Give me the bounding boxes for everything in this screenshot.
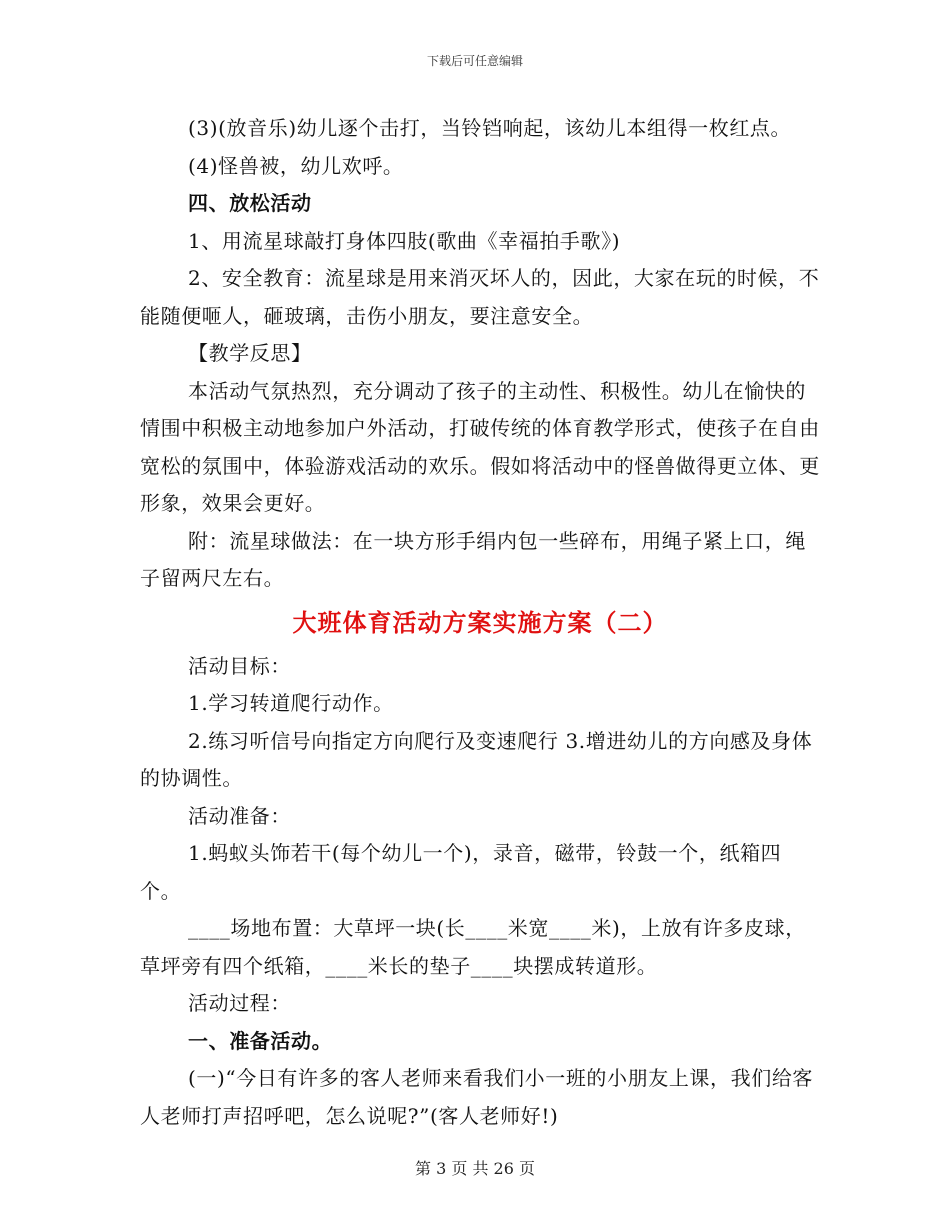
paragraph: 本活动气氛热烈，充分调动了孩子的主动性、积极性。幼儿在愉快的情围中积极主动地参加户外活动，打破传统的体育教学形式，使孩子在自由宽松的氛围中，体验游戏活动的欢乐。假如将活动中的怪兽做得更立体、更形象，效果会更好。	[140, 378, 820, 515]
paragraph: ____场地布置：大草坪一块(长____米宽____米)，上放有许多皮球，草坪旁有四个纸箱，____米长的垫子____块摆成转道形。	[140, 916, 806, 978]
page-footer: 第 3 页 共 26 页	[415, 1159, 535, 1178]
paragraph: (3)(放音乐)幼儿逐个击打，当铃铛响起，该幼儿本组得一枚红点。	[188, 116, 792, 140]
paragraph: 2.练习听信号向指定方向爬行及变速爬行 3.增进幼儿的方向感及身体的协调性。	[140, 728, 813, 790]
section-heading: 一、准备活动。	[188, 1028, 333, 1053]
paragraph: 活动目标：	[188, 653, 291, 678]
section-heading: 四、放松活动	[188, 191, 312, 215]
paragraph: 2、安全教育：流星球是用来消灭坏人的，因此，大家在玩的时候，不能随便咂人，砸玻璃，击伤小朋友，要注意安全。	[140, 266, 820, 328]
page-header: 下载后可任意编辑	[426, 54, 523, 68]
paragraph: 1.蚂蚁头饰若干(每个幼儿一个)，录音，磁带，铃鼓一个，纸箱四个。	[140, 841, 782, 903]
paragraph: 附：流星球做法：在一块方形手绢内包一些碎布，用绳子紧上口，绳子留两尺左右。	[140, 528, 806, 590]
paragraph: 活动过程：	[188, 991, 291, 1015]
paragraph: (一)“今日有许多的客人老师来看我们小一班的小朋友上课，我们给客人老师打声招呼吧，怎么说呢?”(客人老师好!)	[140, 1066, 814, 1128]
paragraph: 【教学反思】	[188, 341, 312, 365]
document-title: 大班体育活动方案实施方案（二）	[292, 607, 668, 637]
paragraph: 活动准备：	[188, 803, 291, 828]
paragraph: 1、用流星球敲打身体四肢(歌曲《幸福拍手歌》)	[188, 228, 621, 253]
paragraph: (4)怪兽被，幼儿欢呼。	[188, 153, 404, 178]
paragraph: 1.学习转道爬行动作。	[188, 691, 394, 715]
document-body	[140, 110, 820, 1135]
